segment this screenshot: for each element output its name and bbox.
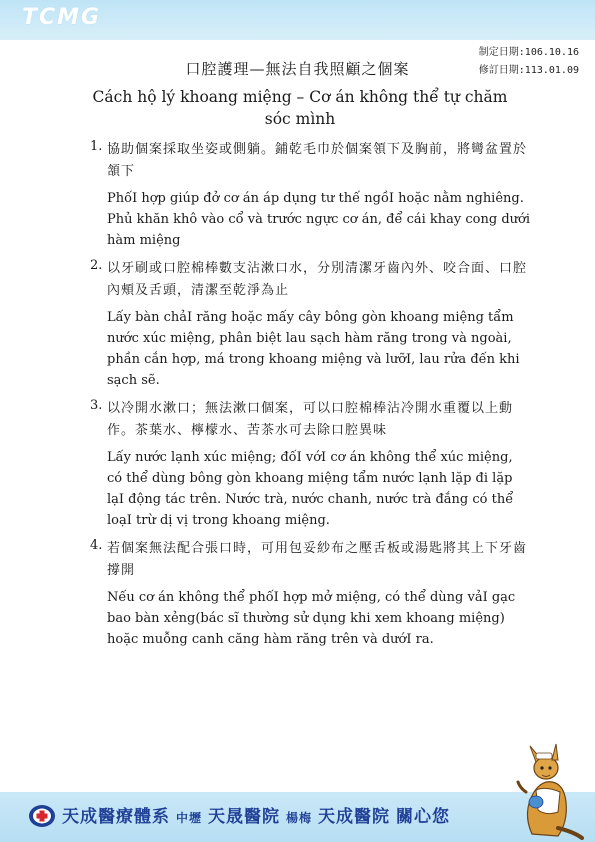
date-established: 制定日期:106.10.16	[478, 47, 579, 58]
item-number: 4.	[90, 538, 103, 553]
list-item	[90, 258, 530, 391]
item-text-chinese: 協助個案採取坐姿或側躺。鋪乾毛巾於個案領下及胸前，將彎盆置於頷下	[107, 142, 528, 179]
instruction-list	[90, 139, 530, 657]
item-number: 2.	[90, 258, 103, 273]
brand-logo-text: TCMG	[22, 5, 102, 30]
list-item	[90, 398, 530, 531]
hospital-cross-logo-icon	[28, 803, 56, 829]
item-text-chinese: 以冷開水漱口；無法漱口個案，可以口腔棉棒沾冷開水重覆以上動作。茶葉水、檸檬水、苦茶水可去除口腔異味	[107, 401, 514, 438]
footer-yangmei-label: 楊梅	[286, 811, 313, 825]
item-text-vietnamese: Lấy bàn chảI răng hoặc mấy cây bông gòn khoang miệng tẩm nước xúc miệng, phân biệt lau sạch hàm răng trong và ngoài, phần cắn hợp, má trong khoang miệng và lưỡI, lau rửa đến khi sạch sẽ.	[107, 310, 520, 388]
footer-zhongli-label: 中壢	[176, 811, 203, 825]
item-text-chinese: 以牙刷或口腔棉棒數支沾漱口水，分別清潔牙齒內外、咬合面、口腔內頰及舌頭，清潔至乾淨為止	[107, 261, 528, 298]
item-number: 3.	[90, 398, 103, 413]
item-text-vietnamese: PhốI hợp giúp đở cơ án áp dụng tư thế ngồI hoặc nằm nghiêng. Phủ khăn khô vào cổ và trước ngực cơ án, để cái khay cong dưới hàm miệng	[107, 191, 531, 248]
footer-system-name: 天成醫療體系	[62, 807, 170, 827]
footer-slogan: 關心您	[396, 807, 451, 827]
footer-hospital-2: 天成醫院	[318, 807, 391, 827]
item-text-vietnamese: Nếu cơ án không thể phốI hợp mở miệng, có thể dùng vảI gạc bao bàn xẻng(bác sĩ thường sử dụng khi xem khoang miệng) hoặc muỗng canh căng hàm răng trên và dướI ra.	[107, 590, 516, 647]
list-item	[90, 538, 530, 650]
item-text-chinese: 若個案無法配合張口時，可用包妥紗布之壓舌板或湯匙將其上下牙齒撐開	[107, 541, 528, 578]
kangaroo-nurse-mascot-icon	[512, 742, 584, 840]
title-vietnamese: Cách hộ lý khoang miệng – Cơ án không thể tự chăm sóc mình	[92, 88, 508, 128]
footer-hospital-names	[62, 802, 450, 827]
title-chinese: 口腔護理—無法自我照顧之個案	[185, 60, 410, 78]
list-item	[90, 139, 530, 251]
date-revised: 修訂日期:113.01.09	[478, 65, 579, 76]
item-number: 1.	[90, 139, 103, 154]
footer-hospital-1: 天晟醫院	[208, 807, 281, 827]
item-text-vietnamese: Lấy nước lạnh xúc miệng; đốI vớI cơ án không thể xúc miệng, có thể dùng bông gòn khoang miệng tẩm nước lạnh lặp đi lặp lạI động tác trên. Nước trà, nước chanh, nước trà đắng có thể loạI trừ dị vị trong khoang miệng.	[107, 450, 514, 528]
